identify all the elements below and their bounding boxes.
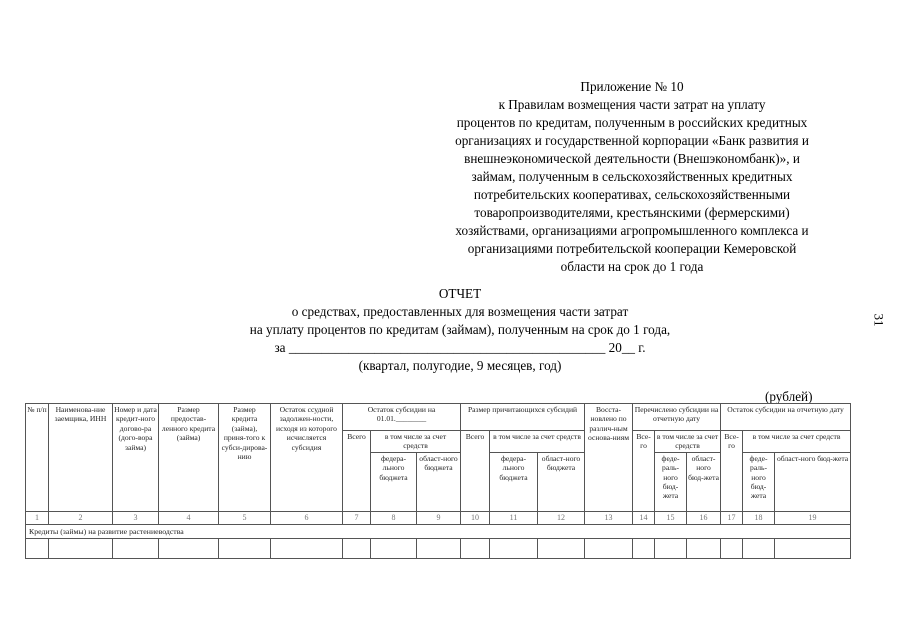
appendix-line: организациями потребительской кооперации Кемеровской <box>467 241 797 256</box>
header-cell: феде-раль-ного бюд-жета <box>655 452 687 511</box>
column-number: 9 <box>417 511 461 524</box>
header-cell: в том числе за счет средств <box>743 431 851 453</box>
appendix-line: займам, полученным в сельскохозяйственных кредитных <box>471 169 793 184</box>
appendix-line: хозяйствами, организациями агропромышленного комплекса и <box>455 223 809 238</box>
header-cell: федера-льного бюджета <box>490 452 538 511</box>
header-cell: в том числе за счет средств <box>371 431 461 453</box>
report-subtitle-line: о средствах, предоставленных для возмещения части затрат <box>291 304 629 319</box>
column-number: 4 <box>159 511 219 524</box>
appendix-line: области на срок до 1 года <box>560 259 704 274</box>
header-cell: Всего <box>461 431 490 512</box>
appendix-line: потребительских кооперативах, сельскохозяйственными <box>473 187 791 202</box>
header-cell: област-ного бюд-жета <box>775 452 851 511</box>
column-number: 16 <box>687 511 721 524</box>
header-cell: област-ного бюджета <box>417 452 461 511</box>
column-number: 11 <box>490 511 538 524</box>
header-group-cell: Остаток субсидии на отчетную дату <box>721 404 851 431</box>
table-cell[interactable] <box>417 538 461 558</box>
table-cell[interactable] <box>743 538 775 558</box>
header-cell: Размер кредита (займа), приня-того к субси-дирова-нию <box>219 404 271 512</box>
table-cell[interactable] <box>461 538 490 558</box>
section-row <box>26 524 851 538</box>
appendix-line: внешнеэкономической деятельности (Внешэкономбанк)», и <box>464 151 800 166</box>
column-number: 1 <box>26 511 49 524</box>
column-number: 7 <box>343 511 371 524</box>
header-cell: Наименова-ние заемщика, ИНН <box>49 404 113 512</box>
column-number: 17 <box>721 511 743 524</box>
header-cell: № п/п <box>26 404 49 512</box>
report-period-hint: (квартал, полугодие, 9 месяцев, год) <box>358 358 562 373</box>
header-group-cell: Размер причитающихся субсидий <box>461 404 585 431</box>
table-cell[interactable] <box>371 538 417 558</box>
table-cell[interactable] <box>271 538 343 558</box>
table-cell[interactable] <box>113 538 159 558</box>
table-cell[interactable] <box>721 538 743 558</box>
report-heading <box>170 285 750 375</box>
table-cell[interactable] <box>585 538 633 558</box>
header-cell: Все-го <box>721 431 743 512</box>
header-cell: Размер предостав-ленного кредита (займа) <box>159 404 219 512</box>
header-group-cell: Остаток субсидии на 01.01.________ <box>343 404 461 431</box>
unit-label: (рублей) <box>765 389 813 404</box>
column-number: 12 <box>538 511 585 524</box>
table-row <box>26 538 851 558</box>
report-table <box>25 403 851 559</box>
table-cell[interactable] <box>538 538 585 558</box>
header-cell: Остаток ссудной задолжен-ности, исходя из которого исчисляется субсидия <box>271 404 343 512</box>
appendix-line: Приложение № 10 <box>580 79 684 94</box>
header-cell: в том числе за счет средств <box>655 431 721 453</box>
column-number: 3 <box>113 511 159 524</box>
column-number: 14 <box>633 511 655 524</box>
table-cell[interactable] <box>49 538 113 558</box>
header-cell: феде-раль-ного бюд-жета <box>743 452 775 511</box>
table-cell[interactable] <box>343 538 371 558</box>
table-cell[interactable] <box>26 538 49 558</box>
column-number: 5 <box>219 511 271 524</box>
appendix-line: к Правилам возмещения части затрат на уплату <box>498 97 766 112</box>
header-cell: област-ного бюджета <box>538 452 585 511</box>
column-number: 15 <box>655 511 687 524</box>
header-cell: Всего <box>343 431 371 512</box>
appendix-line: процентов по кредитам, полученным в российских кредитных <box>456 115 808 130</box>
header-group-cell: Перечислено субсидии на отчетную дату <box>633 404 721 431</box>
report-period-line: за ________________________________________________ 20__ г. <box>274 340 646 355</box>
appendix-line: организациях и государственной корпорации «Банк развития и <box>455 133 809 148</box>
header-cell: област-ного бюд-жета <box>687 452 721 511</box>
header-cell: Номер и дата кредит-ного догово-ра (дого-вора займа) <box>113 404 159 512</box>
table-cell[interactable] <box>775 538 851 558</box>
page-number: 31 <box>871 313 887 327</box>
column-number-row <box>26 511 851 524</box>
column-number: 2 <box>49 511 113 524</box>
report-title: ОТЧЕТ <box>438 286 482 301</box>
column-number: 8 <box>371 511 417 524</box>
header-cell: Восста-новлено по различ-ным основа-ниям <box>585 404 633 512</box>
table-cell[interactable] <box>655 538 687 558</box>
header-cell: Все-го <box>633 431 655 512</box>
column-number: 10 <box>461 511 490 524</box>
table-cell[interactable] <box>687 538 721 558</box>
column-number: 13 <box>585 511 633 524</box>
appendix-line: товаропроизводителями, крестьянскими (фермерскими) <box>474 205 790 220</box>
table-cell[interactable] <box>159 538 219 558</box>
column-number: 18 <box>743 511 775 524</box>
appendix-heading <box>412 78 852 276</box>
column-number: 19 <box>775 511 851 524</box>
table-cell[interactable] <box>490 538 538 558</box>
table-cell[interactable] <box>633 538 655 558</box>
column-number: 6 <box>271 511 343 524</box>
section-title: Кредиты (займы) на развитие растениеводства <box>26 524 851 538</box>
report-subtitle-line: на уплату процентов по кредитам (займам), полученным на срок до 1 года, <box>249 322 671 337</box>
table-cell[interactable] <box>219 538 271 558</box>
header-cell: федера-льного бюджета <box>371 452 417 511</box>
header-cell: в том числе за счет средств <box>490 431 585 453</box>
